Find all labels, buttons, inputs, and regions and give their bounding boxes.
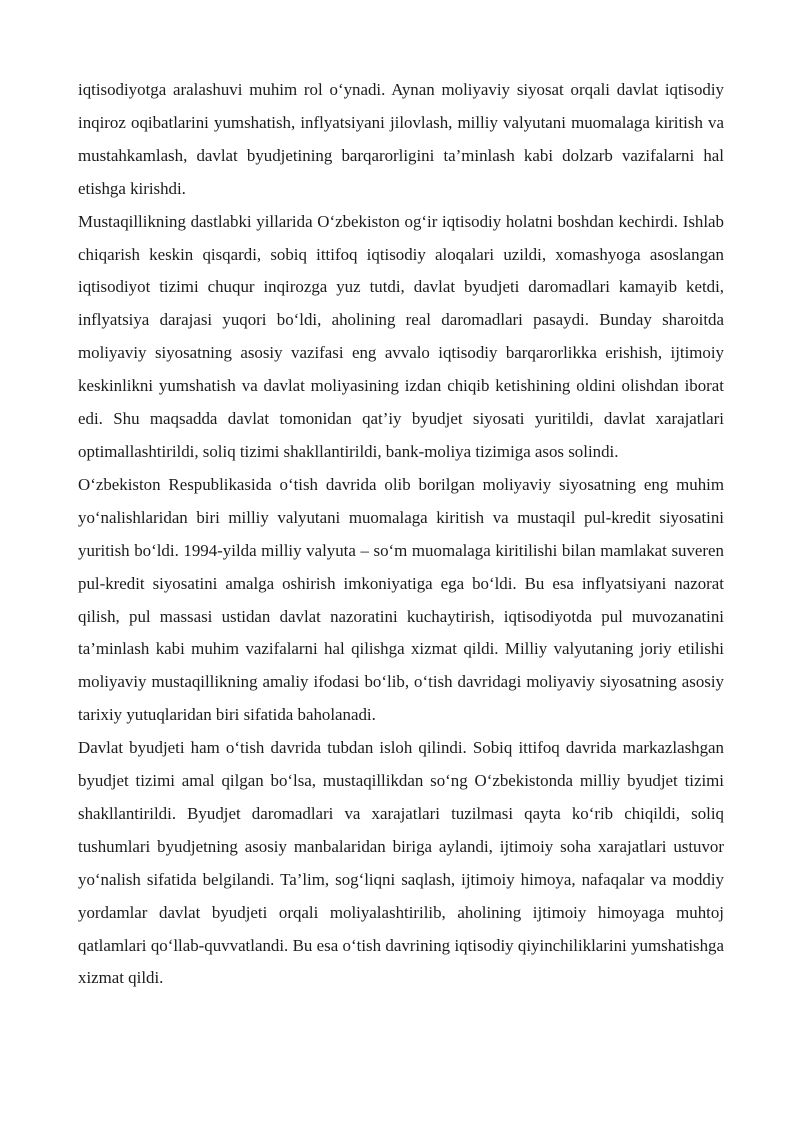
paragraph-4: Davlat byudjeti ham o‘tish davrida tubdan isloh qilindi. Sobiq ittifoq davrida markazlashgan byudjet tizimi amal qilgan bo‘lsa, mustaqillikdan so‘ng O‘zbekistonda milliy byudjet tizimi shakllantirildi. Byudjet daromadlari va xarajatlari tuzilmasi qayta ko‘rib chiqildi, soliq tushumlari byudjetning asosiy manbalaridan biriga aylandi, ijtimoiy soha xarajatlari ustuvor yo‘nalish sifatida belgilandi. Ta’lim, sog‘liqni saqlash, ijtimoiy himoya, nafaqalar va moddiy yordamlar davlat byudjeti orqali moliyalashtirilib, aholining ijtimoiy himoyaga muhtoj qatlamlari qo‘llab-quvvatlandi. Bu esa o‘tish davrining iqtisodiy qiyinchiliklarini yumshatishga xizmat qildi. [78, 738, 724, 988]
document-page [78, 74, 724, 995]
paragraph-2: Mustaqillikning dastlabki yillarida O‘zbekiston og‘ir iqtisodiy holatni boshdan kechirdi. Ishlab chiqarish keskin qisqardi, sobiq ittifoq iqtisodiy aloqalari uzildi, xomashyoga asoslangan iqtisodiyot tizimi chuqur inqirozga yuz tutdi, davlat byudjeti daromadlari kamayib ketdi, inflyatsiya darajasi yuqori bo‘ldi, aholining real daromadlari pasaydi. Bunday sharoitda moliyaviy siyosatning asosiy vazifasi eng avvalo iqtisodiy barqarorlikka erishish, ijtimoiy keskinlikni yumshatish va davlat moliyasining izdan chiqib ketishining oldini olishdan iborat edi. Shu maqsadda davlat tomonidan qat’iy byudjet siyosati yuritildi, davlat xarajatlari optimallashtirildi, soliq tizimi shakllantirildi, bank-moliya tizimiga asos solindi. [78, 211, 724, 461]
paragraph-1: iqtisodiyotga aralashuvi muhim rol o‘ynadi. Aynan moliyaviy siyosat orqali davlat iqtisodiy inqiroz oqibatlarini yumshatish, inflyatsiyani jilovlash, milliy valyutani muomalaga kiritish va mustahkamlash, davlat byudjetining barqarorligini ta’minlash kabi dolzarb vazifalarni hal etishga kirishdi. [78, 80, 724, 198]
paragraph-3: O‘zbekiston Respublikasida o‘tish davrida olib borilgan moliyaviy siyosatning eng muhim yo‘nalishlaridan biri milliy valyutani muomalaga kiritish va mustaqil pul-kredit siyosatini yuritish bo‘ldi. 1994-yilda milliy valyuta – so‘m muomalaga kiritilishi bilan mamlakat suveren pul-kredit siyosatini amalga oshirish imkoniyatiga ega bo‘ldi. Bu esa inflyatsiyani nazorat qilish, pul massasi ustidan davlat nazoratini kuchaytirish, iqtisodiyotda pul muvozanatini ta’minlash kabi muhim vazifalarni hal qilishga xizmat qildi. Milliy valyutaning joriy etilishi moliyaviy mustaqillikning amaliy ifodasi bo‘lib, o‘tish davridagi moliyaviy siyosatning asosiy tarixiy yutuqlaridan biri sifatida baholanadi. [78, 474, 724, 725]
